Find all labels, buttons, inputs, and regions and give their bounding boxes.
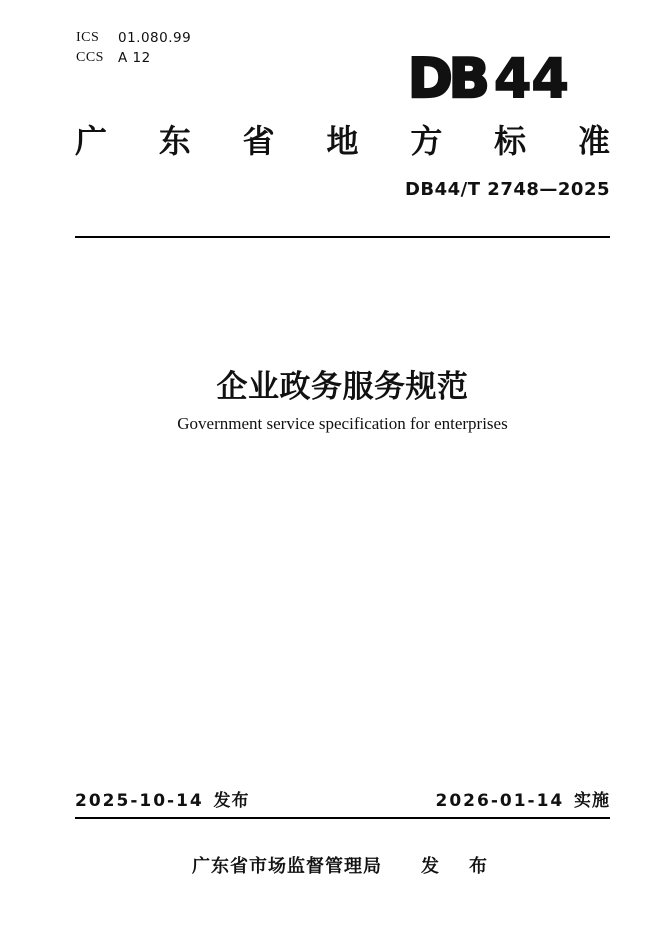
standard-name-char: 广 xyxy=(75,123,108,159)
publisher-name: 广东省市场监督管理局 xyxy=(191,856,382,876)
db44-logo xyxy=(407,47,569,110)
implement-date-cell xyxy=(436,786,610,811)
date-row xyxy=(75,786,610,819)
ccs-line xyxy=(76,48,191,68)
standard-name-justified xyxy=(75,124,610,159)
implement-label: 实施 xyxy=(574,791,610,810)
issue-label: 发布 xyxy=(213,791,250,810)
document-title-zh: 企业政务服务规范 xyxy=(216,369,469,404)
db44-logo-number: 44 xyxy=(493,47,569,110)
issue-date: 2025-10-14 xyxy=(75,791,204,811)
ics-label: ICS xyxy=(76,30,100,45)
standard-number: DB44/T 2748—2025 xyxy=(404,179,610,200)
standard-name-char: 标 xyxy=(494,123,527,159)
release-label: 发 布 xyxy=(421,856,493,876)
implement-date: 2026-01-14 xyxy=(435,791,565,811)
standard-name-char: 地 xyxy=(326,123,359,159)
standard-name-char: 准 xyxy=(577,123,610,159)
standard-name-char: 方 xyxy=(410,123,443,159)
header-divider-rule xyxy=(75,236,610,238)
standard-name-char: 东 xyxy=(158,123,191,159)
ccs-label: CCS xyxy=(76,50,104,65)
standard-name-char: 省 xyxy=(242,123,275,159)
page-content xyxy=(75,0,610,936)
db44-logo-db: DB xyxy=(407,47,486,110)
publisher-line xyxy=(75,852,610,878)
classification-codes xyxy=(76,28,191,68)
ics-line xyxy=(76,28,191,48)
document-title-en: Government service specification for enterprises xyxy=(177,414,508,433)
ics-value: 01.080.99 xyxy=(118,30,192,46)
ccs-value: A 12 xyxy=(118,50,151,66)
issue-date-cell xyxy=(75,786,249,811)
